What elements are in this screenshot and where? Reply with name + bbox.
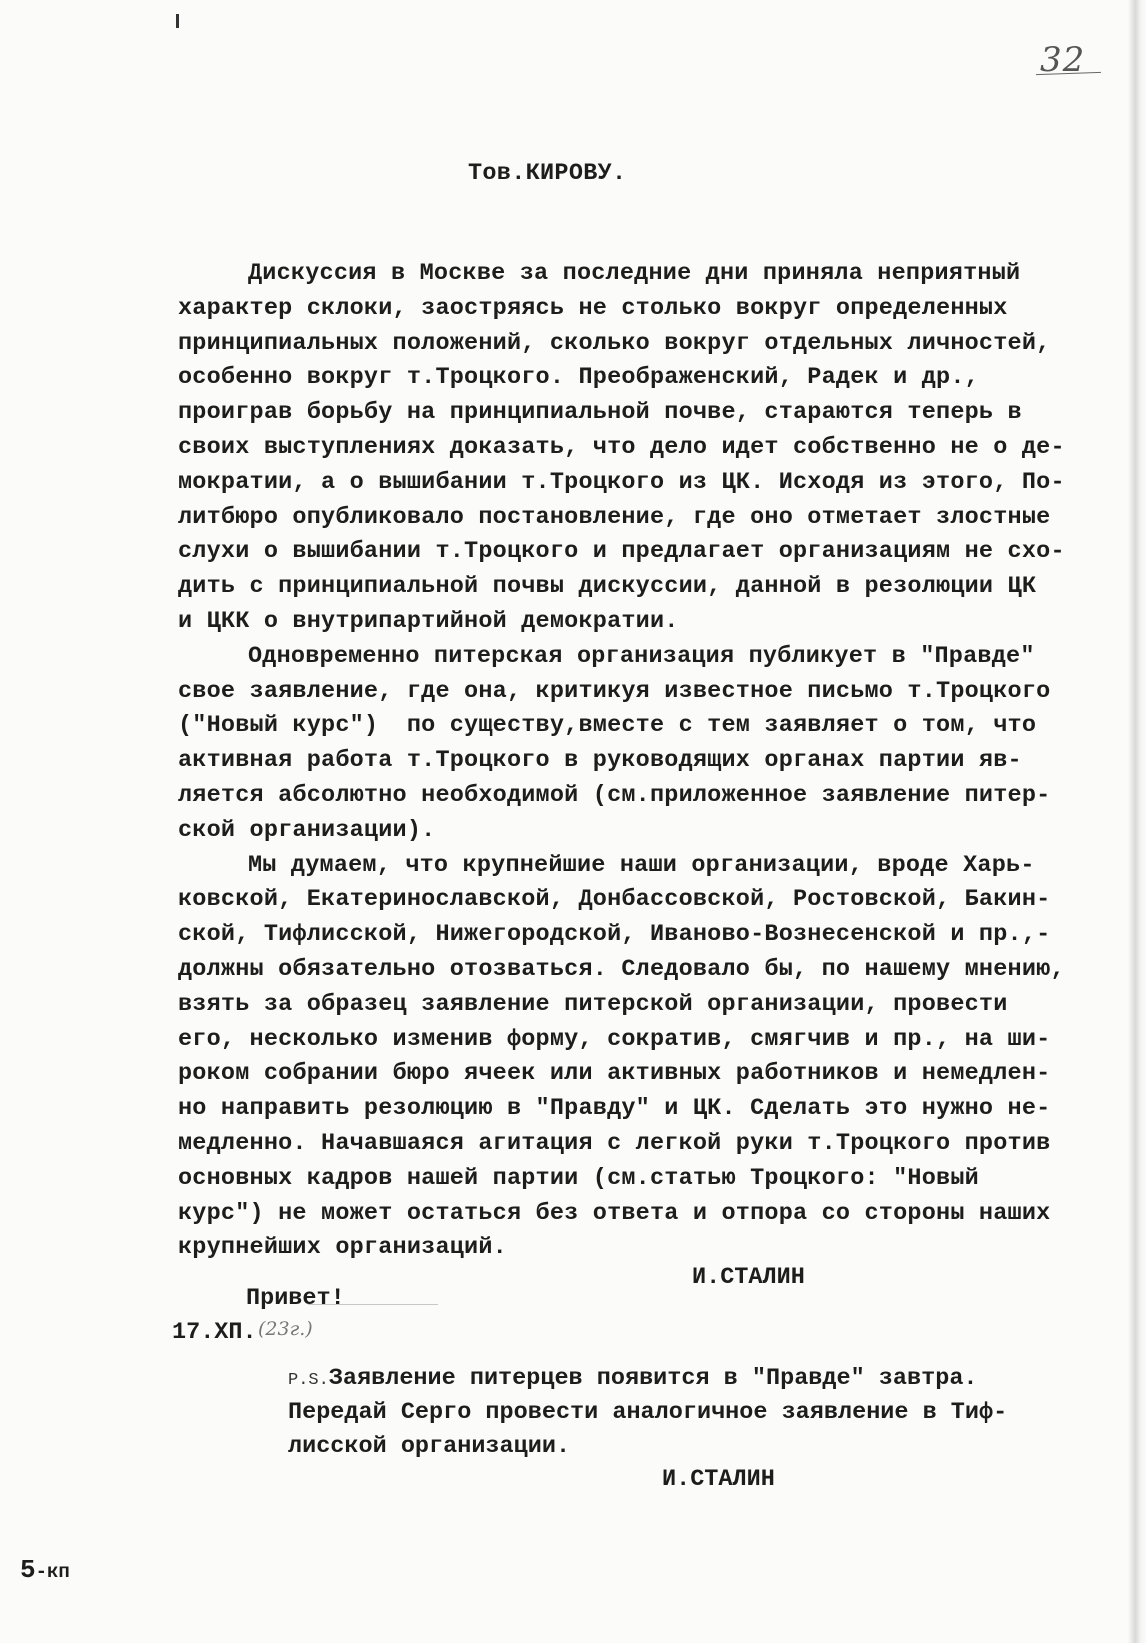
signature-1: И.СТАЛИН: [692, 1264, 805, 1291]
addressee: Тов.КИРОВУ.: [468, 160, 627, 187]
body-line: активная работа т.Троцкого в руководящих органах партии яв-: [178, 747, 1022, 775]
signature-2: И.СТАЛИН: [662, 1466, 775, 1493]
body-line: характер склоки, заостряясь не столько вокруг определенных: [178, 294, 1008, 322]
greeting: Привет!: [246, 1285, 345, 1312]
body-line: ской организации).: [178, 816, 436, 844]
body-line: роком собрании бюро ячеек или активных работников и немедлен-: [178, 1060, 1051, 1088]
archive-footer-mark: [20, 1555, 70, 1585]
body-line: ляется абсолютно необходимой (см.приложенное заявление питер-: [178, 781, 1051, 809]
body-line: ковской, Екатеринославской, Донбассовской, Ростовской, Бакин-: [178, 886, 1051, 914]
handwritten-year-note: (23г.): [258, 1318, 313, 1340]
postscript-label: P.S.: [288, 1371, 329, 1390]
body-line: Мы думаем, что крупнейшие наши организации, вроде Харь-: [248, 851, 1035, 879]
body-line: Одновременно питерская организация публикует в "Правде": [248, 642, 1035, 670]
body-line: свое заявление, где она, критикуя известное письмо т.Троцкого: [178, 677, 1051, 705]
body-line: своих выступлениях доказать, что дело идет собственно не о де-: [178, 433, 1065, 461]
body-line: его, несколько изменив форму, сократив, смягчив и пр., на ши-: [178, 1025, 1051, 1053]
body-line: мократии, а о вышибании т.Троцкого из ЦК. Исходя из этого, По-: [178, 468, 1065, 496]
letter-body: [178, 257, 1098, 1266]
body-line: крупнейших организаций.: [178, 1234, 507, 1262]
body-line: ской, Тифлисской, Нижегородской, Иваново-Вознесенской и пр.,-: [178, 921, 1051, 949]
body-line: особенно вокруг т.Троцкого. Преображенский, Радек и др.,: [178, 364, 979, 392]
scan-speck: [176, 14, 179, 28]
body-line: принципиальных положений, сколько вокруг отдельных личностей,: [178, 329, 1051, 357]
archive-page-number: 32: [1040, 40, 1086, 80]
postscript-line: Передай Серго провести аналогичное заявление в Тиф-: [288, 1399, 1008, 1426]
body-line: но направить резолюцию в "Правду" и ЦК. Сделать это нужно не-: [178, 1095, 1051, 1123]
postscript: [288, 1362, 1088, 1464]
body-line: взять за образец заявление питерской организации, провести: [178, 990, 1008, 1018]
postscript-line: [288, 1362, 1088, 1396]
body-line: дить с принципиальной почвы дискуссии, данной в резолюции ЦК: [178, 573, 1037, 601]
body-line: литбюро опубликовало постановление, где оно отметает злостные: [178, 503, 1051, 531]
footer-number: 5: [20, 1555, 36, 1585]
body-line: медленно. Начавшаяся агитация с легкой руки т.Троцкого против: [178, 1129, 1051, 1157]
body-line: Дискуссия в Москве за последние дни приняла неприятный: [248, 260, 1021, 287]
page-edge-shadow: [1128, 0, 1146, 1643]
body-line: проиграв борьбу на принципиальной почве, стараются теперь в: [178, 399, 1022, 427]
body-line: курс") не может остаться без ответа и отпора со стороны наших: [178, 1199, 1051, 1227]
body-line: основных кадров нашей партии (см.статью Троцкого: "Новый: [178, 1164, 979, 1192]
footer-suffix: -кп: [35, 1561, 70, 1583]
postscript-line: лисской организации.: [288, 1433, 571, 1460]
body-line: слухи о вышибании т.Троцкого и предлагает организациям не схо-: [178, 538, 1065, 566]
body-line: должны обязательно отозваться. Следовало бы, по нашему мнению,: [178, 955, 1065, 983]
body-line: ("Новый курс") по существу,вместе с тем заявляет о том, что: [178, 712, 1037, 740]
date: 17.ХП.: [172, 1319, 257, 1346]
faint-rule: [308, 1304, 438, 1305]
postscript-text: Заявление питерцев появится в "Правде" завтра.: [328, 1365, 978, 1392]
body-line: и ЦКК о внутрипартийной демократии.: [178, 607, 679, 635]
